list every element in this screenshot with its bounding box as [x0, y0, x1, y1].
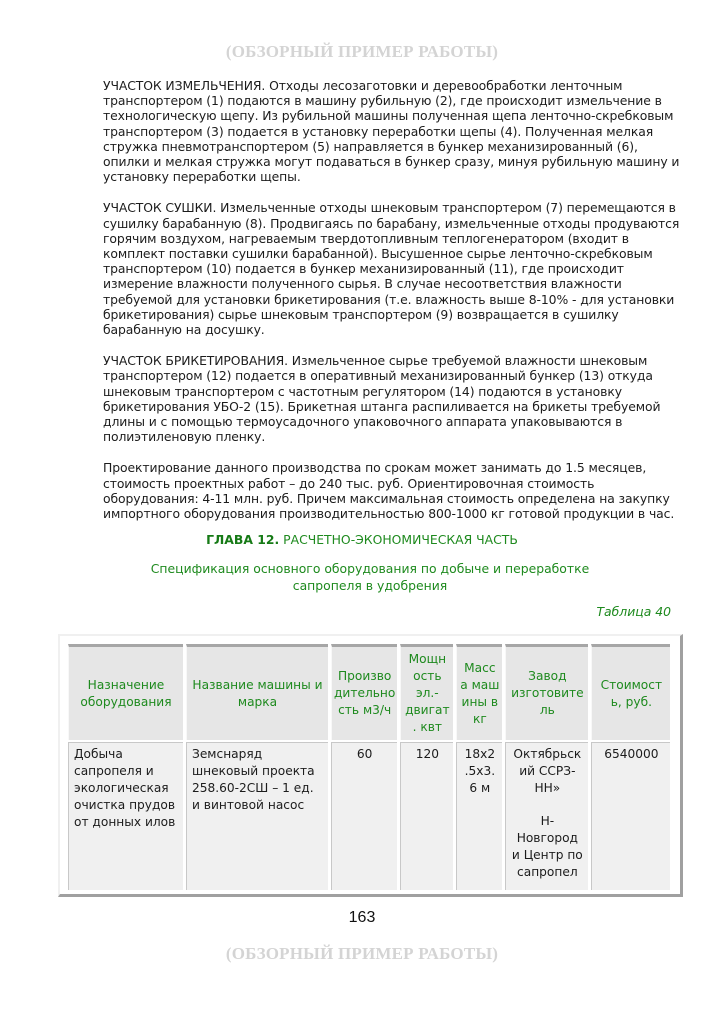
header-machine: Название машины и марка [186, 644, 328, 740]
cell-purpose: Добыча сапропеля и экологическая очистка прудов от донных илов [68, 742, 183, 890]
cell-power: 120 [400, 742, 453, 890]
cell-machine: Земснаряд шнековый проекта 258.60-2СШ – 1 ед. и винтовой насос [186, 742, 328, 890]
header-manufacturer: Завод изготовите ль [505, 644, 588, 740]
manufacturer-line-1: Октябрьск ий ССРЗ-НН» [513, 747, 582, 795]
paragraph-drying-section: УЧАСТОК СУШКИ. Измельченные отходы шнековым транспортером (7) перемещаются в сушилку барабанную (8). Продвигаясь по барабану, измельченные отходы продуваются горячим воздухом, нагреваемым твердотопливным теплогенератором (входит в комплект поставки сушилки барабанной). Высушенное сырье ленточно-скребковым транспортером (10) подается в бункер механизированный (11), где происходит измерение влажности полученного сырья. В случае несоответствия влажности требуемой для установки брикетирования (т.е. влажность выше 8-10% - для установки брикетирования) сырье шнековым транспортером (9) возвращается в сушилку барабанную на досушку. [103, 200, 680, 338]
paragraph-design-cost: Проектирование данного производства по срокам может занимать до 1.5 месяцев, стоимость проектных работ – до 240 тыс. руб. Ориентировочная стоимость оборудования: 4-11 млн. руб. Причем максимальная стоимость определена на закупку импортного оборудования производительностью 800-1000 кг готовой продукции в час. [103, 460, 675, 522]
watermark-bottom: (ОБЗОРНЫЙ ПРИМЕР РАБОТЫ) [225, 944, 499, 963]
manufacturer-line-2: Н-Новгород и Центр по сапропел [511, 814, 583, 879]
header-purpose: Назначение оборудования [68, 644, 183, 740]
table-header-row [68, 644, 670, 740]
header-power: Мощн ость эл.- двигат . квт [400, 644, 453, 740]
table-row [68, 742, 670, 890]
chapter-label: ГЛАВА 12. [206, 532, 280, 547]
specification-table [65, 642, 673, 892]
body-text [103, 78, 683, 537]
header-capacity: Произво дительно сть м3/ч [331, 644, 397, 740]
cell-manufacturer [505, 742, 588, 890]
cell-capacity: 60 [331, 742, 397, 890]
cell-cost: 6540000 [591, 742, 670, 890]
header-cost: Стоимост ь, руб. [591, 644, 670, 740]
cell-mass: 18х2 .5х3. 6 м [456, 742, 502, 890]
page-number: 163 [348, 909, 376, 926]
paragraph-briquetting-section: УЧАСТОК БРИКЕТИРОВАНИЯ. Измельченное сырье требуемой влажности шнековым транспортером (12) подается в оперативный механизированный бункер (13) откуда шнековым транспортером с частотным регулятором (14) подаются в установку брикетирования УБО-2 (15). Брикетная штанга распиливается на брикеты требуемой длины и с помощью термоусадочного упаковочного аппарата упаковываются в полиэтиленовую пленку. [103, 353, 661, 445]
header-mass: Масс а маш ины в кг [456, 644, 502, 740]
watermark-top: (ОБЗОРНЫЙ ПРИМЕР РАБОТЫ) [225, 42, 499, 61]
table-number: Таблица 40 [596, 604, 671, 619]
table-caption: Спецификация основного оборудования по добыче и переработке сапропеля в удобрения [150, 561, 590, 593]
specification-table-frame [58, 634, 683, 897]
paragraph-grinding-section: УЧАСТОК ИЗМЕЛЬЧЕНИЯ. Отходы лесозаготовки и деревообработки ленточным транспортером (1) подаются в машину рубильную (2), где происходит измельчение в технологическую щепу. Из рубильной машины полученная щепа ленточно-скребковым транспортером (3) подается в установку переработки щепы (4). Полученная мелкая стружка пневмотранспортером (5) направляется в бункер механизированный (6), опилки и мелкая стружка могут подаваться в бункер сразу, минуя рубильную машину и установку переработки щепы. [103, 78, 680, 185]
chapter-heading [0, 532, 724, 547]
chapter-title: РАСЧЕТНО-ЭКОНОМИЧЕСКАЯ ЧАСТЬ [279, 532, 518, 547]
